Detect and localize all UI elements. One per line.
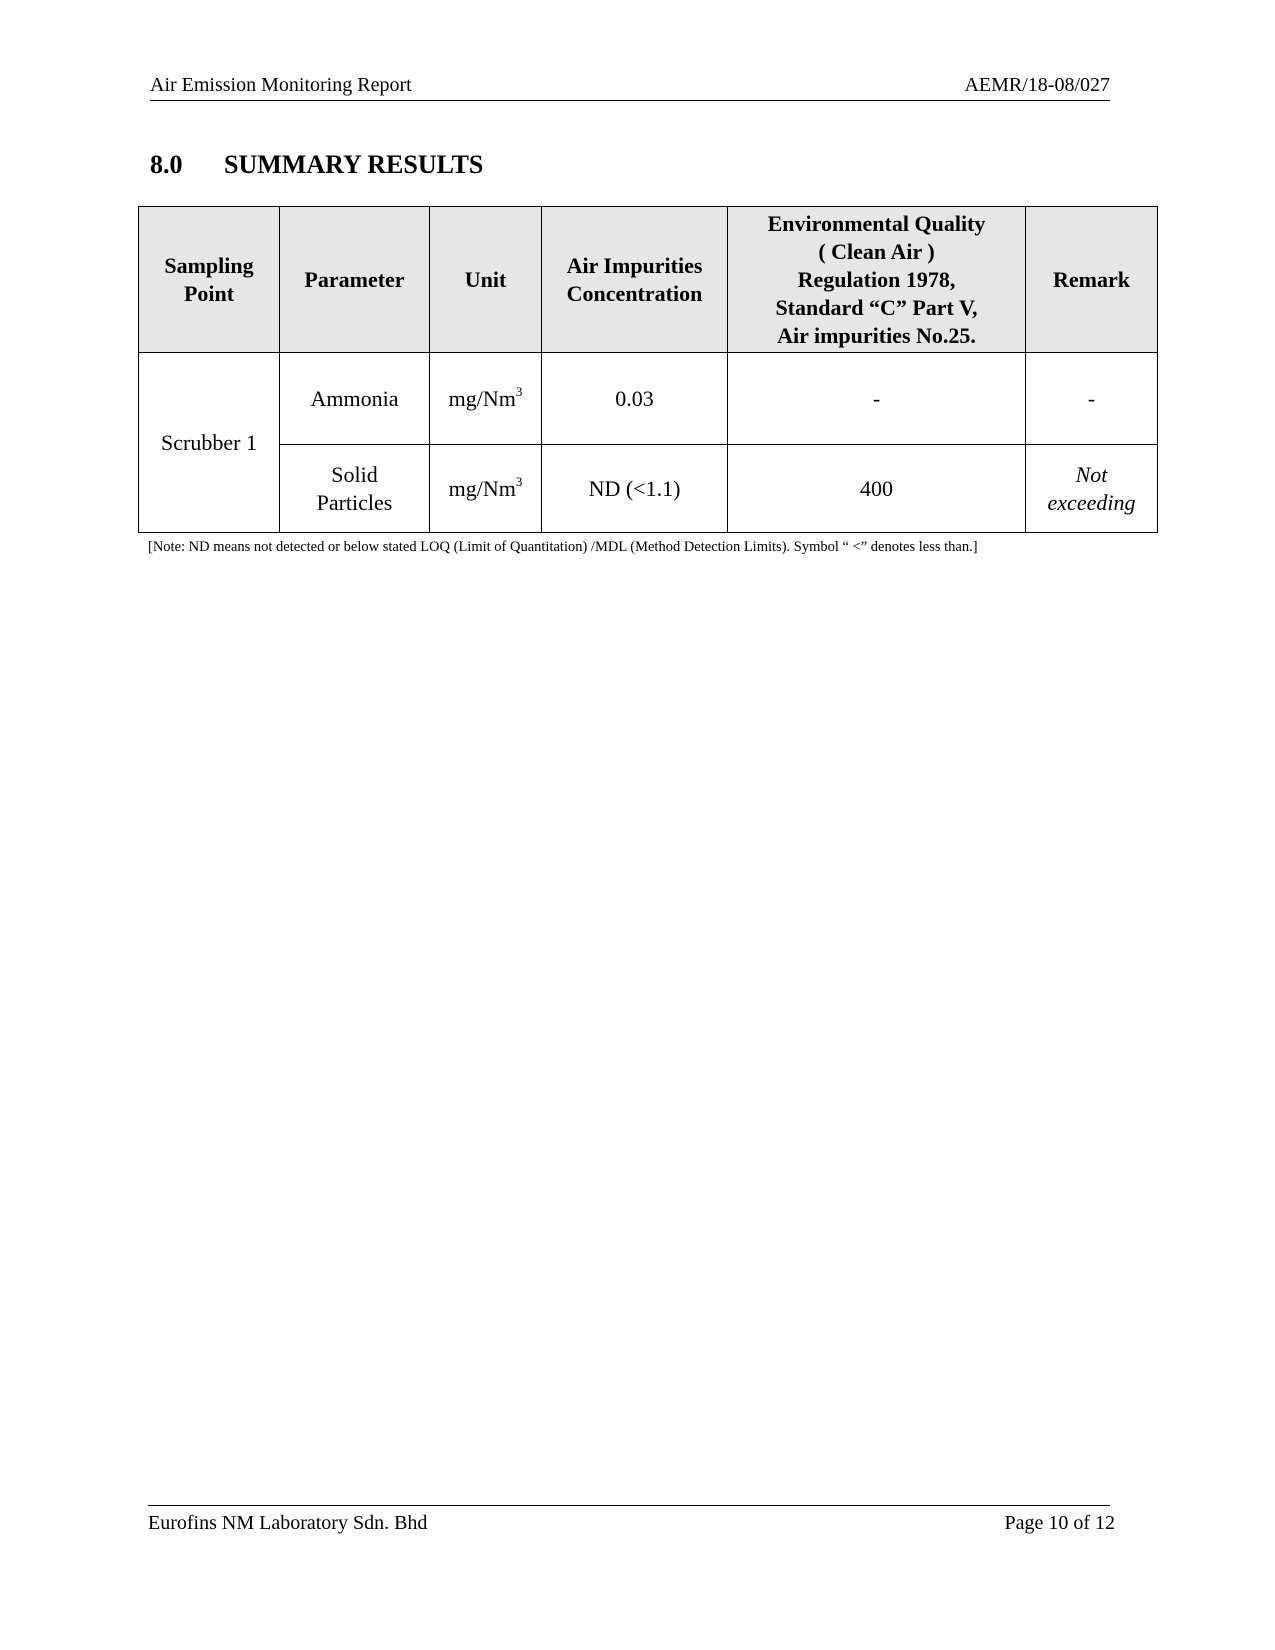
table-header-row [139,207,1158,353]
table-note: [Note: ND means not detected or below stated LOQ (Limit of Quantitation) /MDL (Method Detection Limits). Symbol “ <” denotes less than.] [148,539,978,555]
report-number: AEMR/18-08/027 [964,74,1110,96]
header-standard-line: Air impurities No.25. [777,322,976,348]
summary-results-table [138,206,1158,533]
cell-remark [1026,445,1158,533]
remark-line: exceeding [1047,489,1136,515]
header-standard-line: Regulation 1978, [797,266,956,292]
page-footer [148,1505,1115,1536]
header-parameter: Parameter [280,207,430,353]
parameter-line: Ammonia [310,385,399,411]
cell-standard: - [728,353,1026,445]
header-standard-line: Standard “C” Part V, [775,294,978,320]
header-remark: Remark [1026,207,1158,353]
table-row [139,353,1158,445]
header-sampling-point: Sampling Point [139,207,280,353]
header-concentration: Air Impurities Concentration [542,207,728,353]
header-standard [728,207,1026,353]
report-title: Air Emission Monitoring Report [150,74,412,96]
section-heading [150,150,483,180]
table-row [139,445,1158,533]
cell-parameter [280,445,430,533]
parameter-line: Solid [331,461,378,487]
section-number: 8.0 [150,150,183,179]
cell-unit [430,353,542,445]
header-standard-line: Environmental Quality [767,210,986,236]
cell-unit [430,445,542,533]
page-number: Page 10 of 12 [1004,1512,1115,1534]
cell-remark: - [1026,353,1158,445]
section-title: SUMMARY RESULTS [224,150,484,179]
header-standard-line: ( Clean Air ) [818,238,935,264]
company-name: Eurofins NM Laboratory Sdn. Bhd [148,1512,428,1534]
remark-line: Not [1075,461,1108,487]
page-header [150,74,1110,101]
cell-sampling-point: Scrubber 1 [139,353,280,533]
unit-text: mg/Nm [448,385,516,411]
cell-concentration: 0.03 [542,353,728,445]
unit-superscript: 3 [515,384,523,400]
cell-standard: 400 [728,445,1026,533]
cell-parameter [280,353,430,445]
unit-text: mg/Nm [448,475,516,501]
header-unit: Unit [430,207,542,353]
unit-superscript: 3 [515,474,523,490]
cell-concentration: ND (<1.1) [542,445,728,533]
parameter-line: Particles [316,489,393,515]
